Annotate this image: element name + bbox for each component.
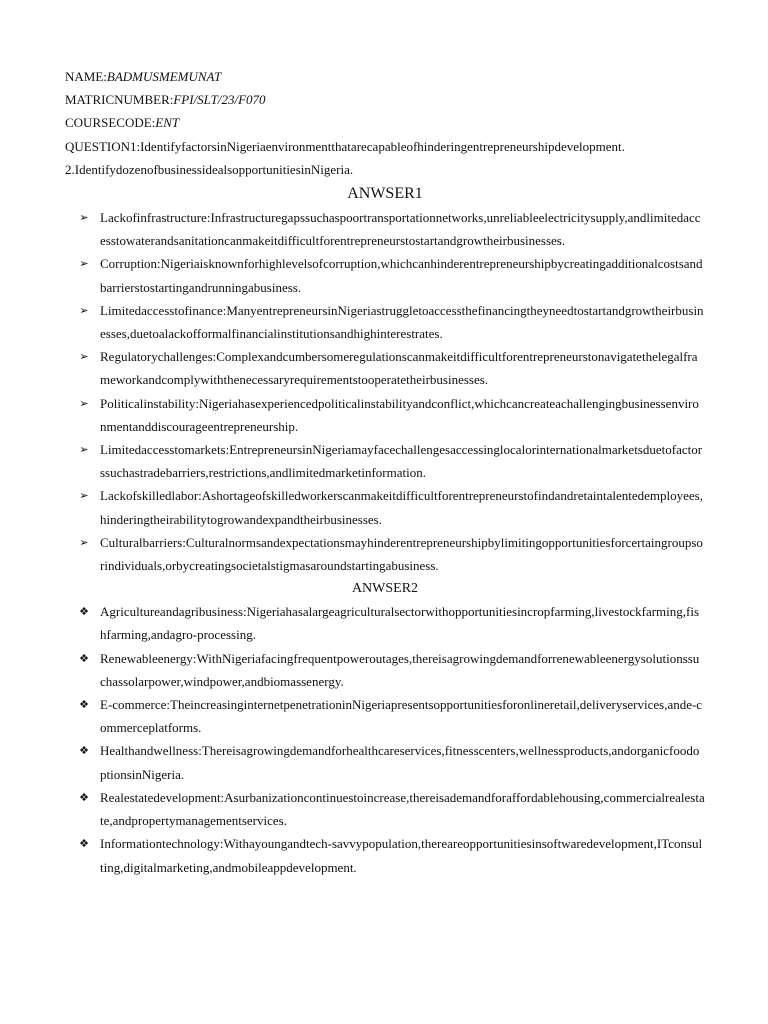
list-item-text: Healthandwellness:Thereisagrowingdemandforhealthcareservices,fitnesscenters,wellnessproducts,andorganicfoodoptionsinNigeria. [100, 743, 700, 782]
bullet-icon: ➢ [79, 443, 89, 457]
list-item-text: Culturalbarriers:Culturalnormsandexpectationsmayhinderentrepreneurshipbylimitingopportunitiesforcertaingroupsorindividuals,orbycreatingsocietalstigmasaroundstartingabusiness. [100, 534, 703, 574]
list-item-text: Corruption:Nigeriaisknownforhighlevelsofcorruption,whichcanhinderentrepreneurshipbycreatingadditionalcostsandbarrierstostartingandrunningabusiness. [100, 256, 703, 295]
hindering-factor-item [65, 345, 705, 391]
list-item-text: Limitedaccesstomarkets:EntrepreneursinNigeriamayfacechallengesaccessinglocalorinternationalmarketsduetofactorssuchastradebarriers,restrictions,andlimitedmarketinformation. [100, 442, 703, 481]
business-idea-item [65, 693, 705, 739]
course-value: ENT [155, 115, 180, 131]
business-idea-item [65, 832, 705, 878]
hindering-factor-item [65, 392, 705, 438]
answer2-heading: ANWSER2 [351, 581, 419, 597]
list-item-text: Agricultureandagribusiness:Nigeriahasalargeagriculturalsectorwithopportunitiesincropfarming,livestockfarming,fishfarming,andagro-processing. [100, 604, 700, 643]
bullet-icon: ❖ [79, 698, 89, 712]
answer1-heading: ANWSER1 [347, 185, 423, 203]
bullet-icon: ❖ [79, 790, 89, 804]
matric-value: FPI/SLT/23/F070 [173, 92, 266, 108]
answer1-list [65, 206, 705, 577]
course-line [65, 111, 705, 134]
name-line [65, 65, 705, 88]
question-2: 2.IdentifydozenofbusinessidealsopportunitiesinNigeria. [65, 161, 354, 177]
list-item-text: Limitedaccesstofinance:ManyentrepreneursinNigeriastruggletoaccessthefinancingtheyneedtostartandgrowtheirbusinesses,duetoalackofformalfinancialinstitutionsandhighinterestrates. [100, 302, 704, 342]
list-item-text: E-commerce:TheincreasinginternetpenetrationinNigeriapresentsopportunitiesforonlineretail,deliveryservices,ande-commerceplatforms. [100, 697, 703, 736]
hindering-factor-item [65, 299, 705, 345]
hindering-factor-item [65, 484, 705, 530]
business-idea-item [65, 786, 705, 832]
bullet-icon: ➢ [79, 489, 89, 503]
list-item-text: Politicalinstability:Nigeriahasexperiencedpoliticalinstabilityandconflict,whichcancreateachallengingbusinessenvironmentanddiscourageentrepreneurship. [100, 395, 699, 434]
list-item-text: Renewableenergy:WithNigeriafacingfrequentpoweroutages,thereisagrowingdemandforrenewableenergysolutionssuchassolarpower,windpower,andbiomassenergy. [100, 650, 700, 689]
bullet-icon: ➢ [79, 257, 89, 271]
question-1: QUESTION1:IdentifyfactorsinNigeriaenvironmentthatarecapableofhinderingentrepreneurshipdevelopment. [65, 138, 625, 154]
list-item-text: Lackofskilledlabor:Ashortageofskilledworkerscanmakeitdifficultforentrepreneurstofindandretaintalentedemployees,hinderingtheirabilitytogrowandexpandtheirbusinesses. [100, 488, 703, 527]
hindering-factor-item [65, 438, 705, 484]
bullet-icon: ❖ [79, 744, 89, 758]
matric-line [65, 88, 705, 111]
bullet-icon: ❖ [79, 651, 89, 665]
name-label: NAME: [65, 69, 107, 84]
business-idea-item [65, 739, 705, 785]
bullet-icon: ➢ [79, 303, 89, 317]
list-item-text: Lackofinfrastructure:Infrastructuregapssuchaspoortransportationnetworks,unreliableelectricitysupply,andlimitedaccesstowaterandsanitationcanmakeitdifficultforentrepreneurstostartandgrowtheirbusinesses. [100, 210, 701, 249]
hindering-factor-item [65, 531, 705, 577]
list-item-text: Regulatorychallenges:Complexandcumbersomeregulationscanmakeitdifficultforentrepreneurstonavigatethelegalframeworkandcomplywiththenecessaryrequirementstooperatetheirbusinesses. [100, 349, 698, 388]
bullet-icon: ❖ [79, 605, 89, 619]
business-idea-item [65, 600, 705, 646]
name-value: BADMUSMEMUNAT [106, 69, 222, 84]
bullet-icon: ➢ [79, 535, 89, 549]
business-idea-item [65, 647, 705, 693]
bullet-icon: ➢ [79, 211, 89, 225]
bullet-icon: ➢ [79, 396, 89, 410]
matric-label: MATRICNUMBER: [65, 92, 174, 108]
course-label: COURSECODE: [65, 115, 156, 131]
answer2-list [65, 600, 705, 878]
bullet-icon: ➢ [79, 350, 89, 364]
list-item-text: Informationtechnology:Withayoungandtech-savvypopulation,thereareopportunitiesinsoftwaredevelopment,ITconsulting,digitalmarketing,andmobileappdevelopment. [100, 836, 703, 875]
bullet-icon: ❖ [79, 837, 89, 851]
hindering-factor-item [65, 206, 705, 252]
list-item-text: Realestatedevelopment:Asurbanizationcontinuestoincrease,thereisademandforaffordablehousing,commercialrealestate,andpropertymanagementservices. [100, 789, 705, 829]
hindering-factor-item [65, 252, 705, 298]
document-body [65, 65, 705, 879]
